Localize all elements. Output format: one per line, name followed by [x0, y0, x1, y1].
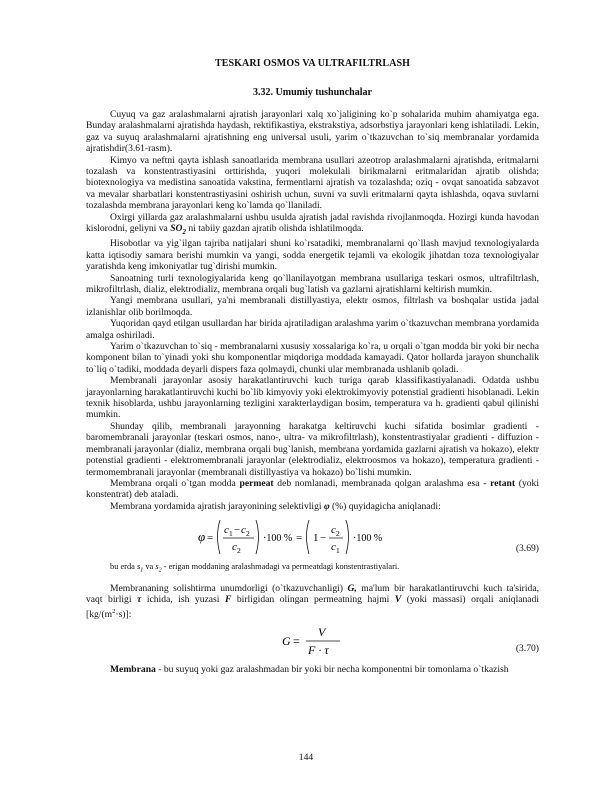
paragraph-5: Sanoatning turli texnologiyalarida keng qo`llanilayotgan membrana usullariga teskari osmos, ultrafiltrlash, mikrofiltrlash, dializ, elektrodializ, membrana orqali bug`latish va gazlarni ajratishlarni keltirish mumkin. — [86, 272, 539, 295]
paren-left-1 — [218, 520, 221, 554]
formula-3-70 — [86, 622, 539, 660]
formula-one: 1 — [313, 532, 319, 545]
note-s1-sub: 1 — [140, 567, 144, 574]
formula-sub2-num-2: 2 — [336, 529, 340, 539]
paren-left-2 — [307, 520, 310, 554]
formula-note — [110, 561, 539, 577]
formula-phi: φ — [198, 529, 206, 545]
formula-eq-2: = — [296, 532, 303, 545]
equation-number-3-70: (3.70) — [515, 643, 539, 655]
paren-right-2 — [346, 520, 349, 554]
paragraph-13-text-c: ichida, ish yuzasi — [141, 594, 225, 606]
paragraph-13-text-e: (yoki massasi) orqali aniqlanadi [kg/(m — [86, 594, 540, 620]
paragraph-14-text: - bu suyuq yoki gaz aralashmadan bir yoki bir necha komponentni bir tomonlama o`tkazish — [155, 664, 509, 676]
term-retant: retant — [490, 477, 516, 489]
formula-minus-1: − — [234, 524, 241, 537]
formula-sub2-num: 2 — [246, 529, 250, 539]
so2-symbol: SO — [170, 223, 183, 235]
paragraph-13-text-a: Membrananing solishtirma unumdorligi (o`tkazuvchanligi) — [110, 582, 348, 594]
formula-c1-num: c — [224, 524, 229, 537]
paragraph-9: Membranali jarayonlar asosiy harakatlantiruvchi kuch turiga qarab klassifikastiyalanadi. Odatda ushbu jarayonlarning harakatlantiruvchi kuchi bo`lib kimyoviy yoki elektrokimyoviy potenstial gradienti hisoblanadi. Lekin texnik hisoblarda, ushbu jarayonlarning tezligini xarakterlaydigan bosim, temperatura va h. gradienti qabul qilinishi mumkin. — [86, 375, 539, 421]
paragraph-3 — [86, 212, 539, 239]
paragraph-11-text-b: deb nomlanadi, membranada qolgan aralashma esa - — [273, 477, 491, 489]
so2-subscript: 2 — [182, 227, 186, 236]
equation-number-3-69: (3.69) — [515, 543, 539, 555]
paragraph-13-text-f: ·s)]: — [115, 608, 132, 620]
paragraph-11-text-a: Membrana orqali o`tgan modda — [110, 477, 240, 489]
paragraph-2: Kimyo va neftni qayta ishlash sanoatlarida membrana usullari azeotrop aralashmalarni ajratishda, eritmalarni tozalash va konstentrastiyasini orttirishda, yuqori molekulali birikmalarni eritmalaridan ajratib olishda; biotexnologiya va medistina sanoatida vakstina, fermentlarni ajratish va tozalashda; oziq - ovqat sanoatida sabzavot va mevalar sharbatlari konstentrastiyasini oshirish uchun, suvni va suvli eritmalarni qayta ishlashda, oqava suvlarni tozalashda membrana jarayonlari keng ko`lamda qo`llaniladi. — [86, 154, 539, 212]
selectivity-formula — [196, 514, 426, 559]
formula-c2-den: c — [232, 541, 237, 554]
formula-3-69 — [86, 514, 539, 559]
so2-formula — [170, 223, 186, 234]
page-content — [86, 58, 539, 676]
paragraph-12-text-a: Membrana yordamida ajratish jarayonining selektivligi — [110, 500, 324, 512]
note-s2: s — [155, 562, 159, 572]
productivity-formula — [280, 622, 360, 660]
formula-minus-2: − — [320, 532, 327, 545]
term-permeat: permeat — [239, 477, 274, 489]
formula-sub1-den-2: 1 — [336, 546, 340, 556]
paragraph-12 — [86, 501, 539, 512]
paren-right-1 — [256, 520, 259, 554]
formula-sub2-den: 2 — [237, 546, 241, 556]
paragraph-13-text-b: ma'lum bir harakatlantiruvchi kuch ta'sirida, vaqt birligi — [86, 582, 539, 606]
paragraph-1: Cuyuq va gaz aralashmalarni ajratish jarayonlari xalq xo`jaligining ko`p sohalarida muhim ahamiyatga ega. Bunday aralashmalarni ajratishda haydash, rektifikastiya, ekstrakstiya, adsorbstiya jarayonlari keng ishlatiladi. Lekin, gaz va suyuq aralashmalarni ajratishning eng universal usuli, yarim o`tkazuvchan to`siq membranalar yordamida ajratishdir(3.61-rasm). — [86, 109, 539, 155]
note-text-b: - erigan moddaning aralashmadagi va permeatdagi konstentrastiyalari. — [161, 562, 400, 572]
paragraph-11-text-c: (yoki konstentrat) deb ataladi. — [86, 477, 540, 501]
formula-c2-num-2: c — [331, 524, 336, 537]
paragraph-11 — [86, 478, 539, 501]
formula-times100-2: ·100 % — [353, 533, 383, 545]
paragraph-14 — [86, 664, 539, 675]
paragraph-13 — [86, 583, 539, 620]
term-membrana: Membrana — [110, 664, 156, 676]
section-heading: 3.32. Umumiy tushunchalar — [253, 87, 372, 98]
note-text-a: bu erda — [110, 562, 137, 572]
paragraph-3-text-b: ni tabiiy gazdan ajratib olishda ishlatilmoqda. — [185, 223, 364, 235]
note-s2-sub: 2 — [158, 567, 162, 574]
note-text-mid: va — [143, 562, 156, 572]
symbol-V: V — [394, 594, 402, 606]
paragraph-3-text-a: Oxirgi yillarda gaz aralashmalarni ushbu usulda ajratish jadal ravishda rivojlanmoqda. Hozirgi kunda havodan kislorodni, geliyni va — [86, 211, 539, 235]
symbol-F: F — [224, 594, 232, 606]
formula-c2-num: c — [241, 524, 246, 537]
phi-symbol: φ — [323, 500, 330, 512]
paragraph-13-text-d: birligidan olingan permeatning hajmi — [231, 594, 395, 606]
paragraph-10: Shunday qilib, membranali jarayonning harakatga keltiruvchi kuchi sifatida bosimlar gradienti - baromembranali jarayonlar (teskari osmos, nano-, ultra- va mikrofiltrlash), konstentrastiyalar gradienti - diffuzion - membranali jarayonlar (dializ, membrana orqali bug`lanish, membrana yordamida gazlarni ajratish va hokazo), elektr potenstial gradienti - elektromembranali jarayonlar (elektrodializ, elektroosmos va hokazo), temperatura gradienti - termomembranali jarayonlar (membranali distillyastiya va hokazo) bo`lishi mumkin. — [86, 420, 539, 478]
paragraph-8: Yarim o`tkazuvchan to`siq - membranalarni xususiy xossalariga ko`ra, u orqali o`tgan modda bir yoki bir necha komponent bilan to`yinadi yoki shu komponentlar miqdoriga moddada kamayadi. Qator hollarda jarayon shunchalik to`liq o`tadiki, moddada deyarli dispers faza qolmaydi, chunki ular membranada ushlanib qoladi. — [86, 341, 539, 375]
note-s1: s — [136, 562, 141, 572]
formula-times100-1: ·100 % — [263, 533, 293, 545]
formula-eq-3: = — [293, 634, 300, 649]
paragraph-12-text-b: (%) quyidagicha aniqlanadi: — [329, 500, 441, 512]
paragraph-7: Yuqoridan qayd etilgan usullardan har birida ajratiladigan aralashma yarim o`tkazuvchan membrana yordamida amalga oshiriladi. — [86, 318, 539, 341]
symbol-tau: τ — [137, 594, 142, 606]
page-title: TESKARI OSMOS VA ULTRAFILTRLASH — [214, 58, 411, 69]
paragraph-6: Yangi membrana usullari, ya'ni membranali distillyastiya, elektr osmos, filtrlash va boshqalar ustida jadal izlanishlar olib borilmoqda. — [86, 295, 539, 318]
symbol-G: G, — [347, 582, 357, 594]
units-superscript: 2 — [112, 607, 116, 615]
paragraph-4: Hisobotlar va yig`ilgan tajriba natijalari shuni ko`rsatadiki, membranalarni qo`llash mavjud texnologiyalarda katta iqtisodiy samara berishi mumkin va yangi, sodda energetik tejamli va ekologik jihatdan toza texnologiyalar yaratishda keng imkoniyatlar tug`dirishi mumkin. — [86, 238, 539, 273]
formula-eq-1: = — [207, 532, 214, 545]
formula-V: V — [318, 625, 326, 640]
formula-c1-den-2: c — [331, 541, 336, 554]
page-number: 144 — [298, 752, 314, 763]
formula-sub1-num: 1 — [229, 529, 233, 539]
formula-den: F · τ — [308, 643, 329, 658]
formula-G: G — [282, 634, 291, 649]
